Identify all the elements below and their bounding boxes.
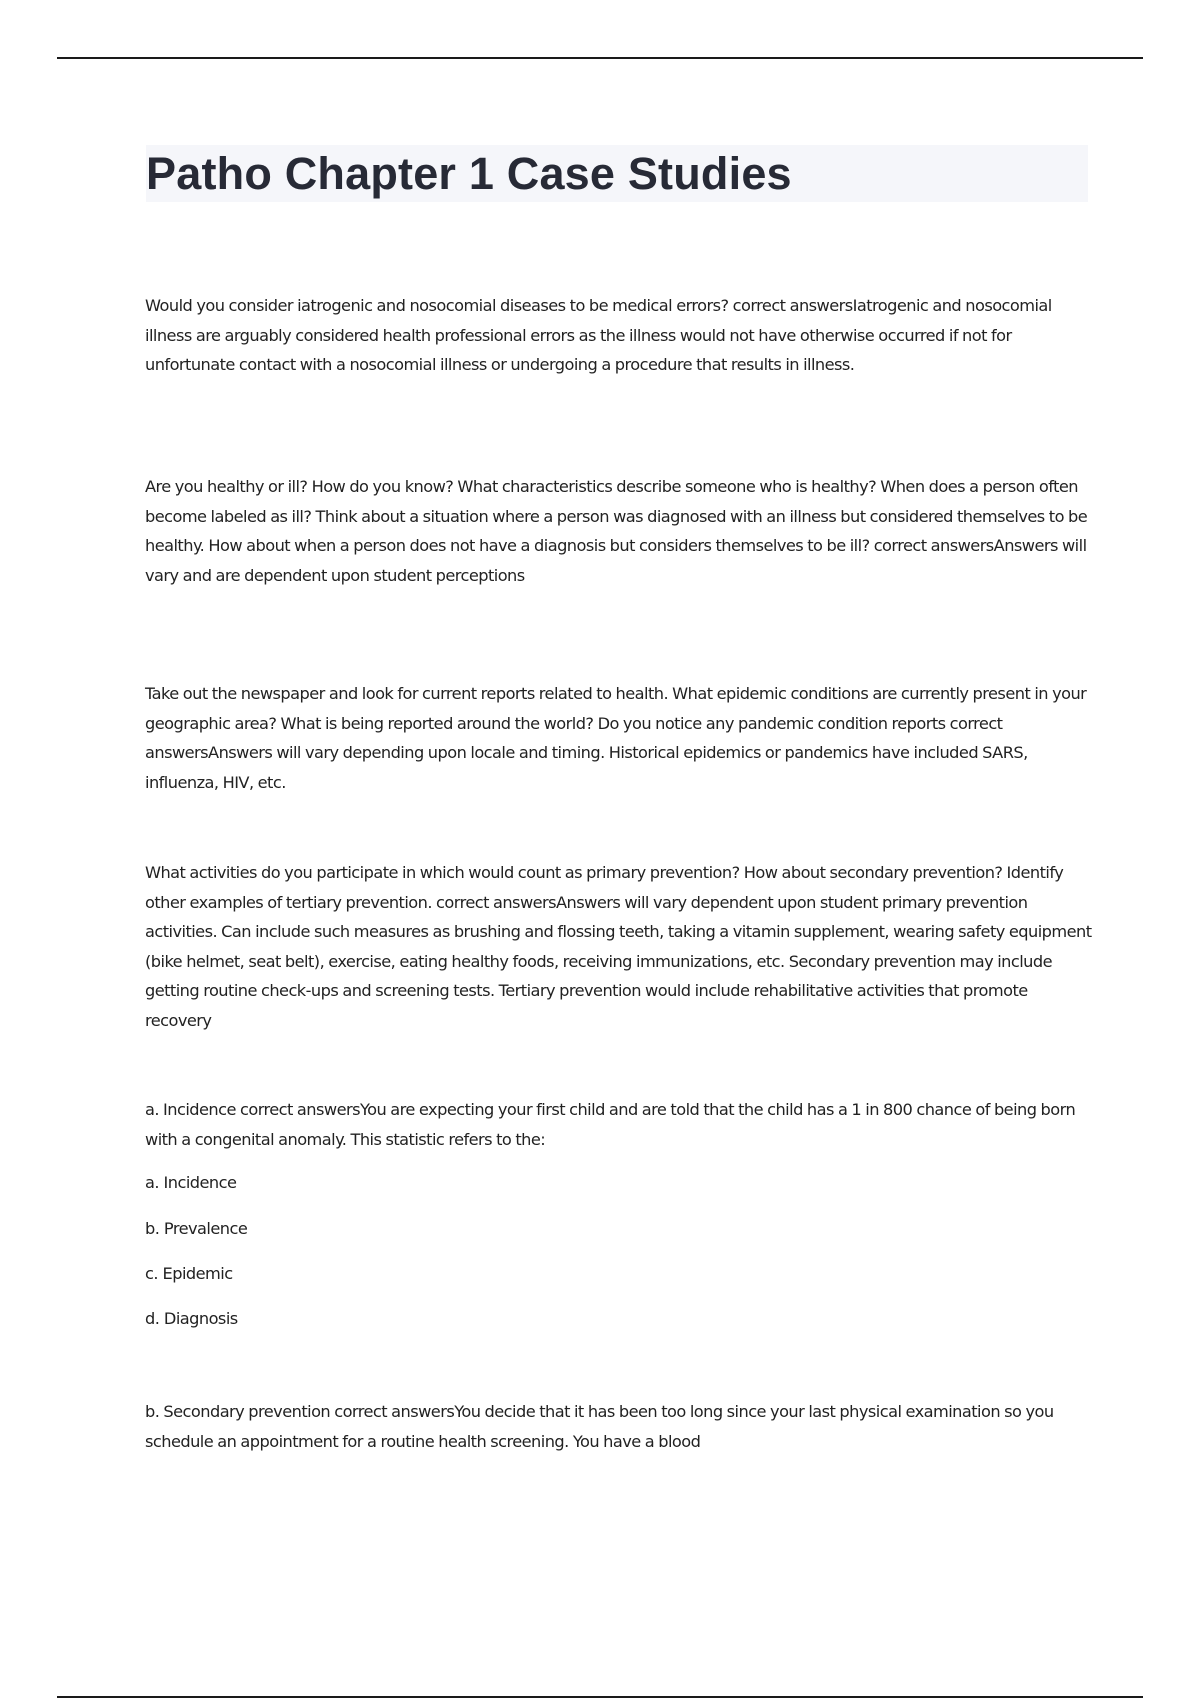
qa-paragraph-iatrogenic: Would you consider iatrogenic and nosocomial diseases to be medical errors? correct answersIatrogenic and nosocomial illness are arguably considered health professional errors as the illness would not have otherwise occurred if not for unfortunate contact with a nosocomial illness or undergoing a procedure that results in illness. <box>145 296 1052 375</box>
answer-option-c: c. Epidemic <box>145 1264 233 1283</box>
answer-option-d: d. Diagnosis <box>145 1309 238 1328</box>
qa-paragraph-prevention: What activities do you participate in which would count as primary prevention? How about secondary prevention? Identify other examples of tertiary prevention. correct answersAnswers will vary dependent upon student primary prevention activities. Can include such measures as brushing and flossing teeth, taking a vitamin supplement, wearing safety equipment (bike helmet, seat belt), exercise, eating healthy foods, receiving immunizations, etc. Secondary prevention may include getting routine check-ups and screening tests. Tertiary prevention would include rehabilitative activities that promote recovery <box>145 863 1092 1030</box>
qa-paragraph-incidence: a. Incidence correct answersYou are expecting your first child and are told that the child has a 1 in 800 chance of being born with a congenital anomaly. This statistic refers to the: <box>145 1100 1076 1149</box>
qa-paragraph-secondary-prevention: b. Secondary prevention correct answersYou decide that it has been too long since your last physical examination so you schedule an appointment for a routine health screening. You have a blood <box>145 1402 1054 1451</box>
qa-paragraph-healthy-or-ill: Are you healthy or ill? How do you know? What characteristics describe someone who is healthy? When does a person often become labeled as ill? Think about a situation where a person was diagnosed with an illness but considered themselves to be healthy. How about when a person does not have a diagnosis but considers themselves to be ill? correct answersAnswers will vary and are dependent upon student perceptions <box>145 477 1088 585</box>
header-rule <box>57 57 1143 59</box>
answer-option-b: b. Prevalence <box>145 1219 248 1238</box>
answer-option-a: a. Incidence <box>145 1173 237 1192</box>
footer-rule <box>57 1696 1143 1698</box>
qa-paragraph-epidemic-news: Take out the newspaper and look for current reports related to health. What epidemic conditions are currently present in your geographic area? What is being reported around the world? Do you notice any pandemic condition reports correct answersAnswers will vary depending upon locale and timing. Historical epidemics or pandemics have included SARS, influenza, HIV, etc. <box>145 684 1087 792</box>
page-title: Patho Chapter 1 Case Studies <box>146 148 792 199</box>
